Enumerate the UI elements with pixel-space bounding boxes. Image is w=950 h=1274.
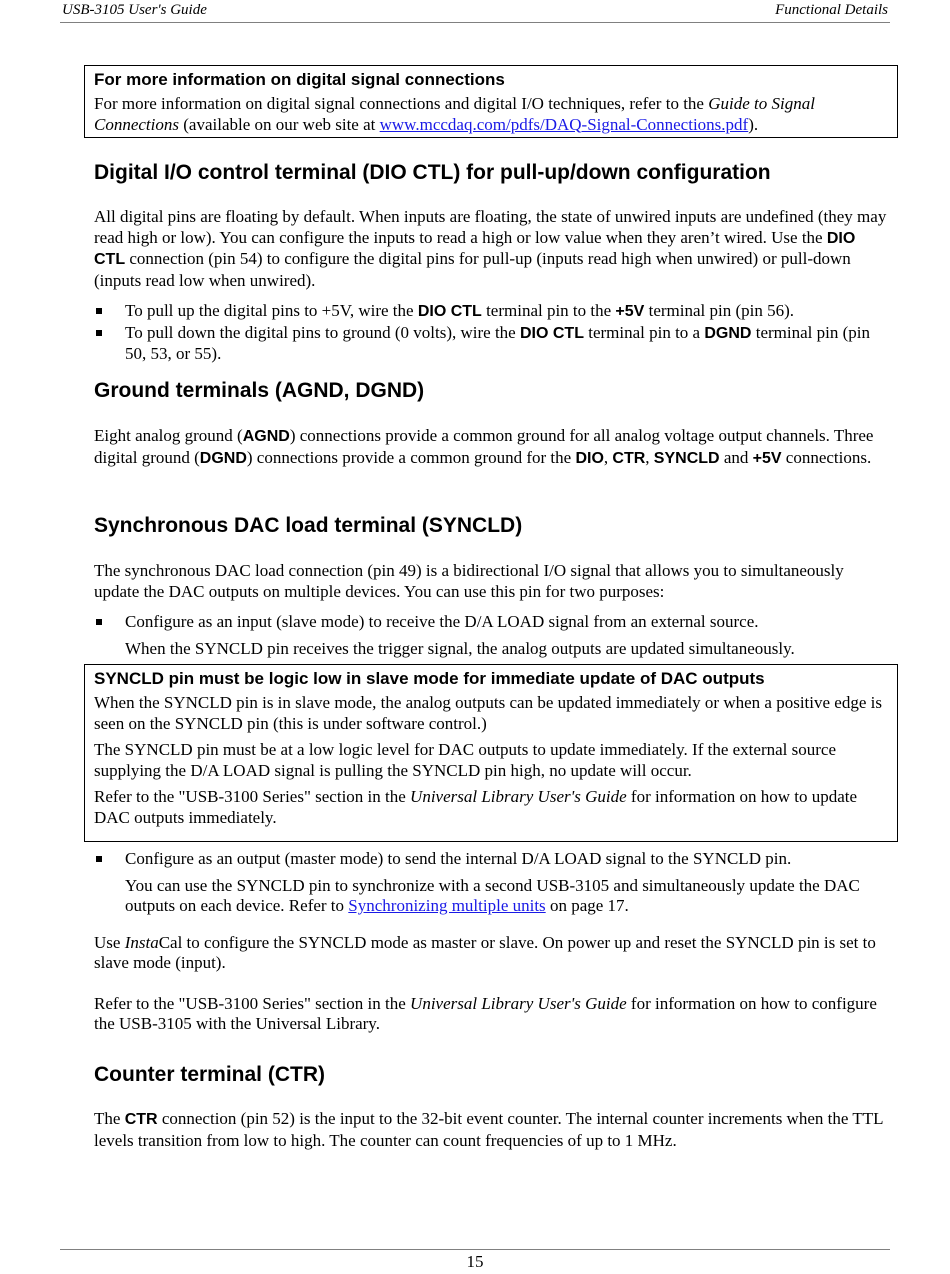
sync-multiple-link[interactable]: Synchronizing multiple units: [348, 896, 546, 915]
syncld-paragraph: The synchronous DAC load connection (pin 49) is a bidirectional I/O signal that allows you to simultaneously update the DAC outputs on multiple devices. You can use this pin for two purposes:: [94, 561, 844, 601]
syncld-sub-1: When the SYNCLD pin receives the trigger signal, the analog outputs are updated simultaneously.: [125, 638, 795, 658]
heading-dio-ctl: Digital I/O control terminal (DIO CTL) for pull-up/down configuration: [94, 161, 771, 184]
list-item: Configure as an input (slave mode) to receive the D/A LOAD signal from an external source.: [94, 612, 890, 633]
dac-signal-link[interactable]: www.mccdaq.com/pdfs/DAQ-Signal-Connections.pdf: [379, 114, 749, 134]
syncld-instacal-paragraph: Use InstaCal to configure the SYNCLD mode as master or slave. On power up and reset the SYNCLD pin is set to slave mode (input).: [94, 932, 876, 972]
syncld-ul-paragraph: Refer to the "USB-3100 Series" section in the Universal Library User's Guide for information on how to configure the USB-3105 with the Universal Library.: [94, 993, 877, 1033]
dio-bullets: [94, 301, 890, 365]
guide-title: Guide to Signal Connections: [94, 94, 815, 134]
heading-ground: Ground terminals (AGND, DGND): [94, 379, 425, 402]
header-rule: [60, 22, 890, 23]
syncld-bullets-1: [94, 612, 890, 633]
dio-paragraph: All digital pins are floating by default. When inputs are floating, the state of unwired inputs are undefined (they may read high or low). You can configure the inputs to read a high or low value when they aren’t wired. Use the DIO CTL connection (pin 54) to configure the digital pins for pull-up (inputs read high when unwired) or pull-down (inputs read low when unwired).: [94, 207, 887, 290]
syncld-bullets-2: [94, 849, 890, 870]
note-syncld-logic-low: [84, 664, 898, 842]
page-number: 15: [466, 1252, 484, 1271]
ground-section: [94, 426, 890, 469]
list-item: To pull down the digital pins to ground (0 volts), wire the DIO CTL terminal pin to a DGND terminal pin (pin 50, 53, or 55).: [94, 323, 890, 365]
counter-paragraph: The CTR connection (pin 52) is the input to the 32-bit event counter. The internal counter increments when the TTL levels transition from low to high. The counter can count frequencies of up to 1 MHz.: [94, 1109, 883, 1150]
note-text: Refer to the "USB-3100 Series" section in the Universal Library User's Guide for information on how to update DAC outputs immediately.: [94, 787, 858, 827]
note-title: For more information on digital signal connections: [94, 70, 505, 89]
syncld-section-2: [94, 849, 890, 1035]
footer-rule: [60, 1249, 890, 1250]
note-text: The SYNCLD pin must be at a low logic level for DAC outputs to update immediately. If the external source supplying the D/A LOAD signal is pulling the SYNCLD pin high, no update will occur.: [94, 740, 836, 780]
note-title: SYNCLD pin must be logic low in slave mode for immediate update of DAC outputs: [94, 669, 765, 688]
heading-counter: Counter terminal (CTR): [94, 1063, 325, 1086]
bullet-icon: [96, 308, 102, 314]
note-text: For more information on digital signal connections and digital I/O techniques, refer to the Guide to Signal Connections (available on our web site at www.mccdaq.com/pdfs/DAQ-Signal-Connections.pdf).: [94, 94, 815, 134]
header-title: USB-3105 User's Guide: [62, 2, 207, 18]
bullet-icon: [96, 856, 102, 862]
syncld-sub-2: You can use the SYNCLD pin to synchronize with a second USB-3105 and simultaneously update the DAC outputs on each device. Refer to Synchronizing multiple units on page 17.: [125, 875, 860, 915]
dio-section: [94, 207, 890, 365]
note-digital-connections: [84, 65, 898, 138]
syncld-section: [94, 561, 890, 659]
list-item: To pull up the digital pins to +5V, wire the DIO CTL terminal pin to the +5V terminal pin (pin 56).: [94, 301, 890, 323]
list-item: Configure as an output (master mode) to send the internal D/A LOAD signal to the SYNCLD pin.: [94, 849, 890, 870]
counter-section: [94, 1109, 890, 1151]
bullet-icon: [96, 619, 102, 625]
bullet-icon: [96, 330, 102, 336]
header-section: Functional Details: [775, 2, 888, 18]
ground-paragraph: Eight analog ground (AGND) connections provide a common ground for all analog voltage output channels. Three digital ground (DGND) connections provide a common ground for the DIO, CTR, SYNCLD and +5V connections.: [94, 426, 874, 467]
heading-syncld: Synchronous DAC load terminal (SYNCLD): [94, 514, 523, 537]
note-text: When the SYNCLD pin is in slave mode, the analog outputs can be updated immediately or when a positive edge is seen on the SYNCLD pin (this is under software control.): [94, 693, 882, 733]
